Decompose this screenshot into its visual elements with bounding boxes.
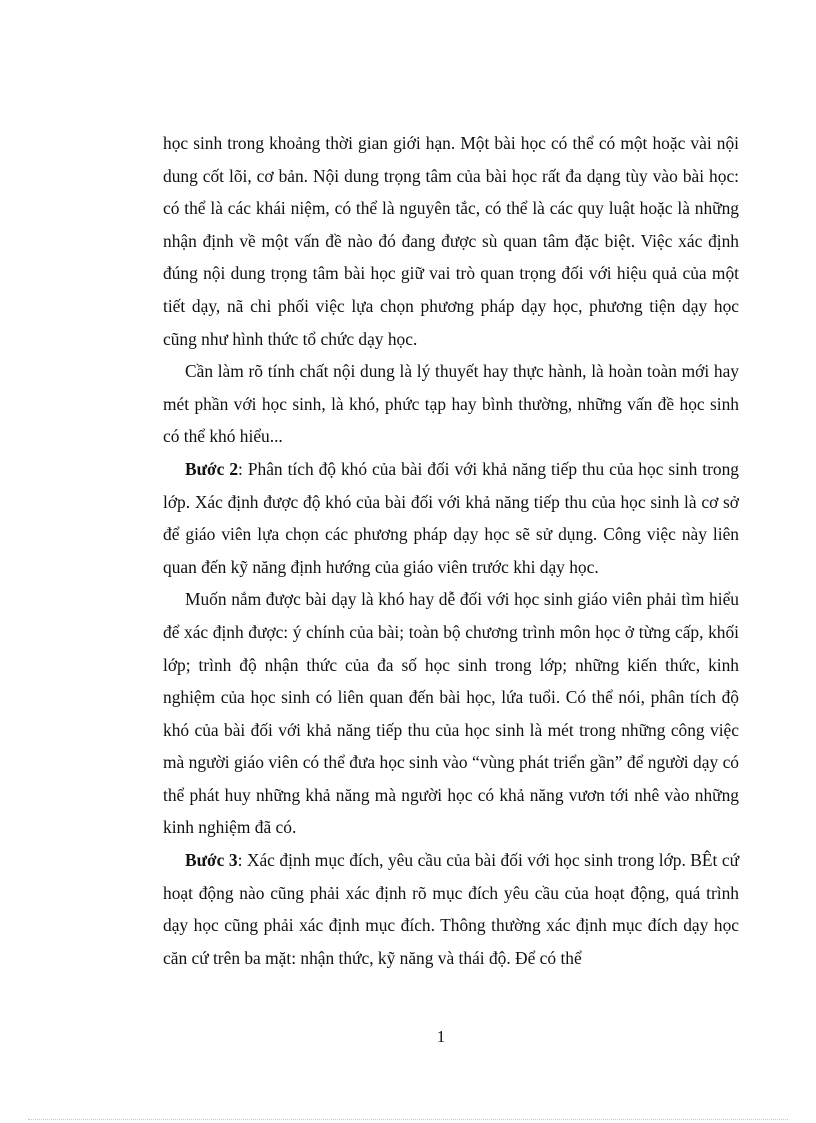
paragraph-3-step-2: [163, 453, 739, 583]
step-3-text: : Xác định mục đích, yêu cầu của bài đối với học sinh trong lớp. BÊt cứ hoạt động nào cũng phải xác định rõ mục đích yêu cầu của hoạt động, quá trình dạy học cũng phải xác định mục đích. Thông thường xác định mục đích dạy học căn cứ trên ba mặt: nhận thức, kỹ năng và thái độ. Để có thể: [163, 850, 739, 968]
page-divider: [28, 1119, 788, 1120]
step-3-label: Bước 3: [185, 850, 238, 871]
paragraph-1: học sinh trong khoảng thời gian giới hạn. Một bài học có thể có một hoặc vài nội dung cốt lõi, cơ bản. Nội dung trọng tâm của bài học rất đa dạng tùy vào bài học: có thể là các khái niệm, có thể là nguyên tắc, có thể là các quy luật hoặc là những nhận định về một vấn đề nào đó đang được sù quan tâm đặc biệt. Việc xác định đúng nội dung trọng tâm bài học giữ vai trò quan trọng đối với hiệu quả của một tiết dạy, nã chi phối việc lựa chọn phương pháp dạy học, phương tiện dạy học cũng như hình thức tổ chức dạy học.: [163, 133, 739, 349]
page-number: 1: [436, 1027, 446, 1046]
paragraph-2: Cần làm rõ tính chất nội dung là lý thuyết hay thực hành, là hoàn toàn mới hay mét phần với học sinh, là khó, phức tạp hay bình thường, những vấn đề học sinh có thể khó hiểu...: [163, 361, 739, 447]
paragraph-5-step-3: [163, 844, 739, 974]
step-2-label: Bước 2: [185, 458, 239, 479]
step-2-text: : Phân tích độ khó của bài đối với khả năng tiếp thu của học sinh trong lớp. Xác định được độ khó của bài đối với khả năng tiếp thu của học sinh là cơ sở để giáo viên lựa chọn các phương pháp dạy học sẽ sử dụng. Công việc này liên quan đến kỹ năng định hướng của giáo viên trước khi dạy học.: [163, 458, 739, 577]
paragraph-4: Muốn nắm được bài dạy là khó hay dễ đối với học sinh giáo viên phải tìm hiểu để xác định được: ý chính của bài; toàn bộ chương trình môn học ở từng cấp, khối lớp; trình độ nhận thức của đa số học sinh trong lớp; những kiến thức, kinh nghiệm của học sinh có liên quan đến bài học, lứa tuổi. Có thể nói, phân tích độ khó của bài đối với khả năng tiếp thu của học sinh là mét trong những công việc mà người giáo viên có thể đưa học sinh vào “vùng phát triển gần” để người dạy có thể phát huy những khả năng mà người học có khả năng vươn tới nhê vào những kinh nghiệm đã có.: [163, 589, 739, 838]
document-body: [163, 127, 739, 974]
